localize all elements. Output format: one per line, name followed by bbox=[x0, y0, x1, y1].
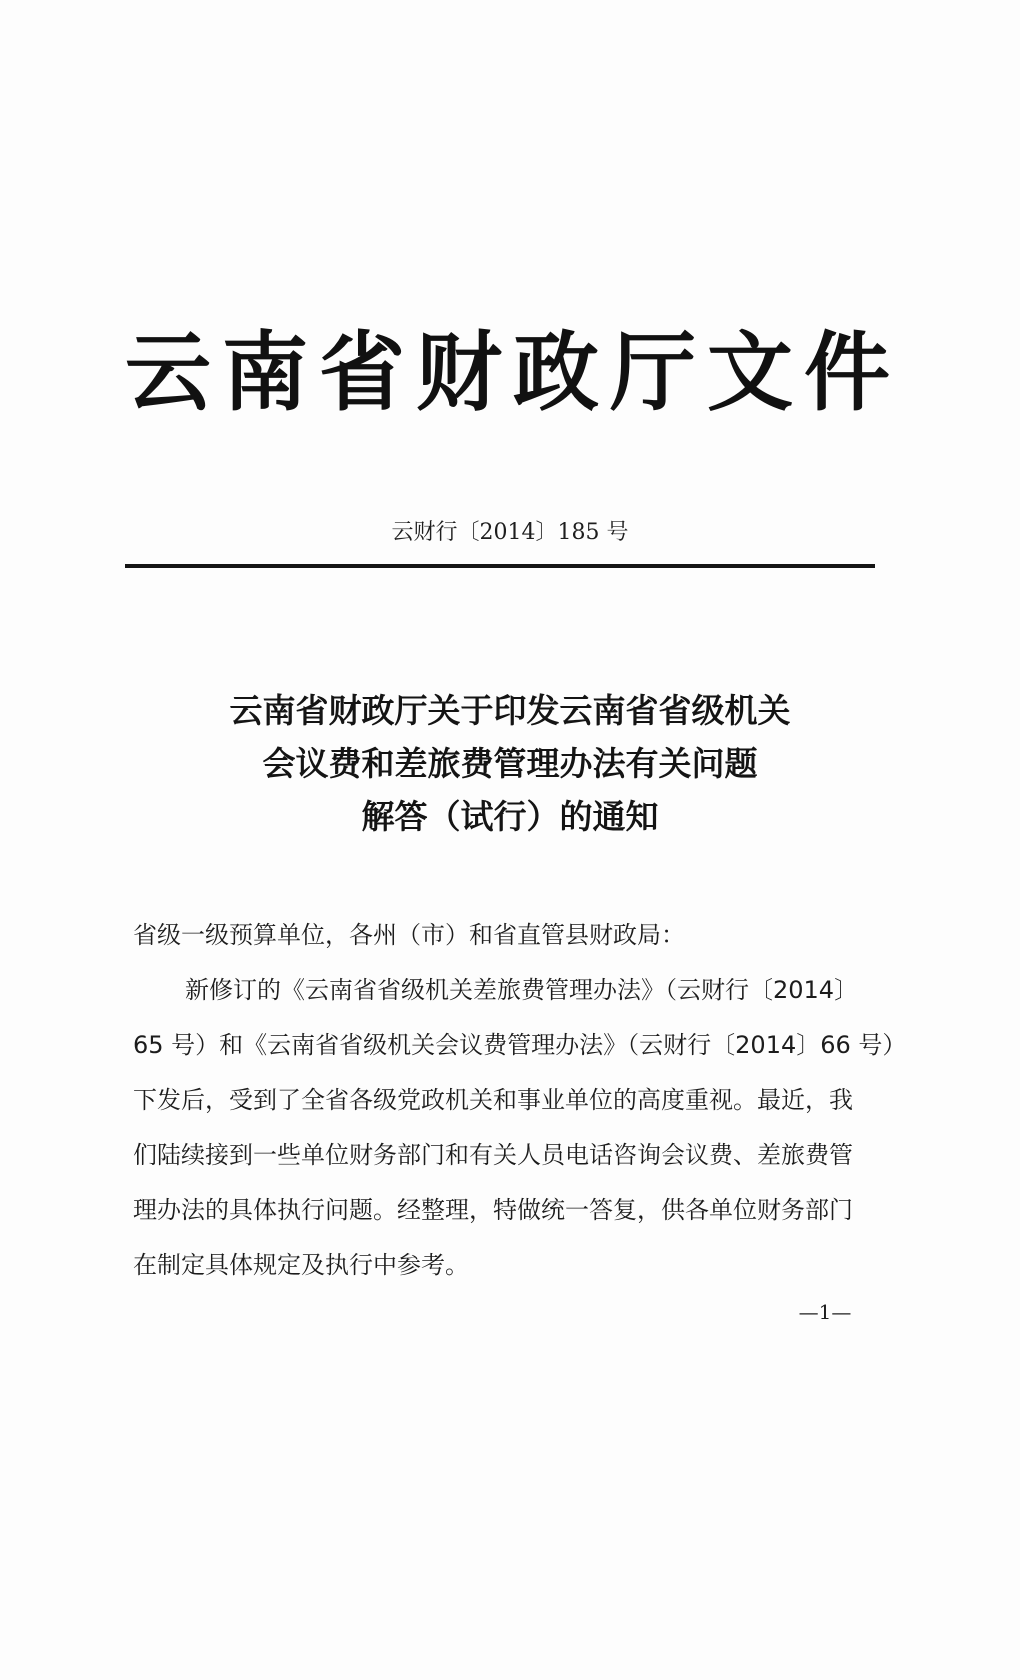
header-divider bbox=[125, 564, 875, 568]
document-header-title: 云南省财政厅文件 bbox=[125, 322, 901, 423]
body-line: 65 号）和《云南省省级机关会议费管理办法》（云财行〔2014〕66 号） bbox=[133, 1031, 907, 1059]
body-line: 在制定具体规定及执行中参考。 bbox=[133, 1251, 469, 1279]
salutation-line: 省级一级预算单位，各州（市）和省直管县财政局： bbox=[133, 921, 685, 949]
body-text bbox=[133, 908, 907, 1293]
body-line: 理办法的具体执行问题。经整理，特做统一答复，供各单位财务部门 bbox=[133, 1196, 853, 1224]
notice-title bbox=[0, 684, 1020, 843]
body-line: 们陆续接到一些单位财务部门和有关人员电话咨询会议费、差旅费管 bbox=[133, 1141, 853, 1169]
page-number: —1— bbox=[798, 1300, 852, 1324]
body-line: 新修订的《云南省省级机关差旅费管理办法》（云财行〔2014〕 bbox=[185, 976, 859, 1004]
document-number: 云财行〔2014〕185 号 bbox=[391, 520, 629, 545]
notice-title-line: 云南省财政厅关于印发云南省省级机关 bbox=[229, 691, 791, 730]
body-line: 下发后，受到了全省各级党政机关和事业单位的高度重视。最近，我 bbox=[133, 1086, 853, 1114]
notice-title-line: 会议费和差旅费管理办法有关问题 bbox=[262, 744, 758, 783]
notice-title-line: 解答（试行）的通知 bbox=[361, 797, 659, 836]
